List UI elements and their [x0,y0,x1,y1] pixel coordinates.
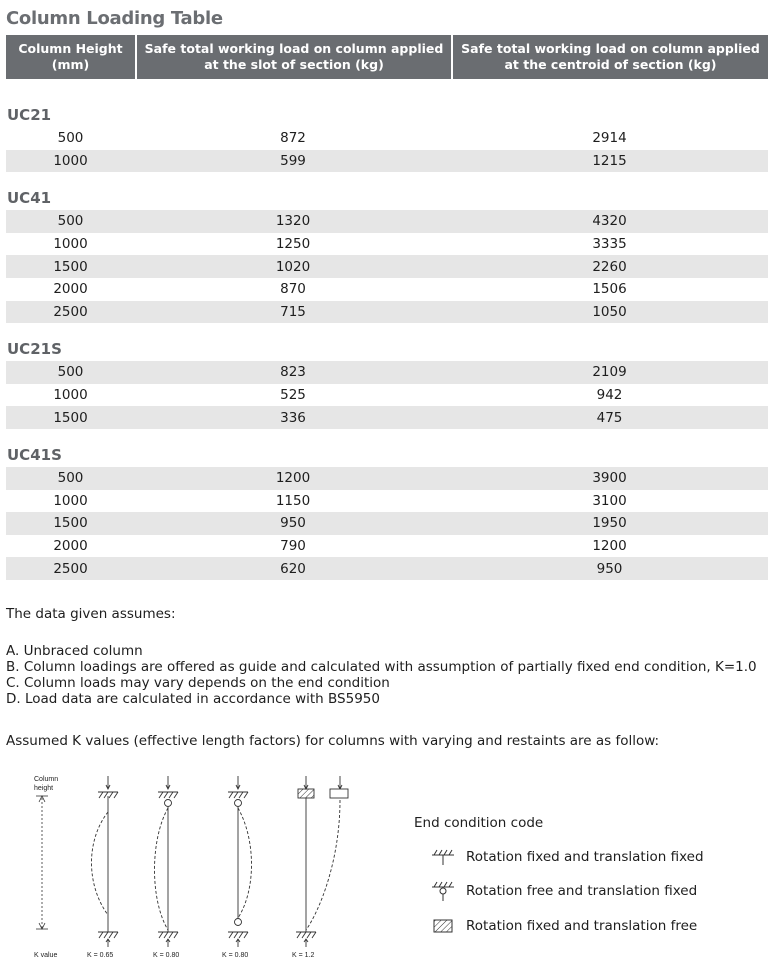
table-row [6,406,768,429]
table-body [6,79,768,580]
header-slot-load: Safe total working load on column applied at the slot of section (kg) [135,35,451,79]
table-row [6,150,768,173]
cell-height: 1500 [53,258,88,275]
cell-slot: 1250 [275,236,311,253]
column-diagram-k080-b [228,776,252,947]
hatched-box-symbol-icon [428,916,458,936]
end-condition-diagram [0,768,768,968]
legend-item-hatched [428,916,697,936]
table-row [6,127,768,150]
cell-slot: 1150 [275,492,311,509]
group-label: UC41S [7,445,62,464]
cell-slot: 823 [280,364,306,381]
cell-slot: 1200 [275,470,311,487]
cell-height: 500 [57,130,84,147]
table-row [6,301,768,324]
cell-height: 2500 [53,303,88,320]
column-diagram-k065 [92,776,119,947]
cell-height: 1500 [53,409,88,426]
cell-slot: 872 [280,130,306,147]
table-row [6,384,768,407]
cell-height: 1000 [53,387,88,404]
legend-title: End condition code [414,815,544,831]
table-row [6,557,768,580]
note-c: C. Column loads may vary depends on the end condition [6,675,390,691]
note-d: D. Load data are calculated in accordance with BS5950 [6,691,380,707]
cell-slot: 715 [280,303,306,320]
k-value-label: K value [34,952,58,959]
note-b: B. Column loadings are offered as guide and calculated with assumption of partially fixed end condition, K=1.0 [6,659,757,675]
k-label-3: K = 0.80 [222,952,249,959]
cell-centroid: 942 [596,387,623,404]
cell-centroid: 1215 [592,152,627,169]
cell-slot: 1020 [275,258,311,275]
cell-height: 500 [57,364,84,381]
note-a: A. Unbraced column [6,643,143,659]
legend-label-fixed: Rotation fixed and translation fixed [466,849,704,865]
pin-symbol-icon [428,881,458,901]
cell-centroid: 2260 [592,258,627,275]
cell-centroid: 3900 [592,470,627,487]
column-loading-table [6,35,768,580]
header-column-height: Column Height (mm) [18,41,123,72]
fixed-fixed-symbol-icon [428,847,458,867]
cell-centroid: 4320 [592,213,627,230]
header-centroid-load: Safe total working load on column applied at the centroid of section (kg) [451,35,768,79]
legend-item-fixed [428,847,704,867]
legend-item-pin [428,881,697,901]
k-label-1: K = 0.65 [87,952,114,959]
cell-slot: 620 [280,560,306,577]
table-row [6,535,768,558]
cell-height: 1000 [53,152,88,169]
table-row [6,210,768,233]
cell-centroid: 3100 [592,492,627,509]
cell-centroid: 950 [596,560,623,577]
cell-slot: 950 [280,515,306,532]
cell-height: 1500 [53,515,88,532]
cell-centroid: 3335 [592,236,627,253]
cell-centroid: 1050 [592,303,627,320]
cell-centroid: 1200 [592,538,627,555]
k-label-2: K = 0.80 [153,952,180,959]
legend-label-hatched: Rotation fixed and translation free [466,918,698,934]
table-row [6,255,768,278]
cell-slot: 336 [280,409,306,426]
legend-label-pin: Rotation free and translation fixed [466,883,698,899]
cell-height: 2000 [53,281,88,298]
table-row [6,490,768,513]
column-diagram-k12 [296,776,348,947]
group-label: UC21 [7,106,52,124]
column-diagram-k080-a [155,776,179,947]
cell-slot: 1320 [275,213,311,230]
table-header [6,35,768,79]
cell-centroid: 1506 [592,281,627,298]
cell-height: 1000 [53,236,88,253]
page-title: Column Loading Table [6,8,223,29]
column-height-label-1: Column [34,776,59,783]
cell-height: 500 [57,470,84,487]
notes-intro: The data given assumes: [6,606,176,622]
cell-slot: 790 [280,538,306,555]
group-label: UC21S [7,340,62,359]
table-row [6,233,768,256]
cell-height: 500 [57,213,84,230]
table-row [6,467,768,490]
k-label-4: K = 1.2 [292,952,315,959]
group-label: UC41 [7,189,52,208]
cell-slot: 599 [280,152,306,169]
cell-height: 1000 [53,492,88,509]
cell-centroid: 475 [596,409,623,426]
cell-centroid: 2109 [592,364,627,381]
k-values-intro: Assumed K values (effective length factors) for columns with varying and restaints are as follow: [6,733,660,749]
cell-centroid: 1950 [592,515,627,532]
cell-centroid: 2914 [592,130,627,147]
height-dimension-icon [36,796,48,929]
table-row [6,361,768,384]
cell-height: 2500 [53,560,88,577]
table-row [6,512,768,535]
cell-slot: 870 [280,281,306,298]
column-height-label-2: height [34,785,54,792]
cell-slot: 525 [280,387,306,404]
table-row [6,278,768,301]
cell-height: 2000 [53,538,88,555]
